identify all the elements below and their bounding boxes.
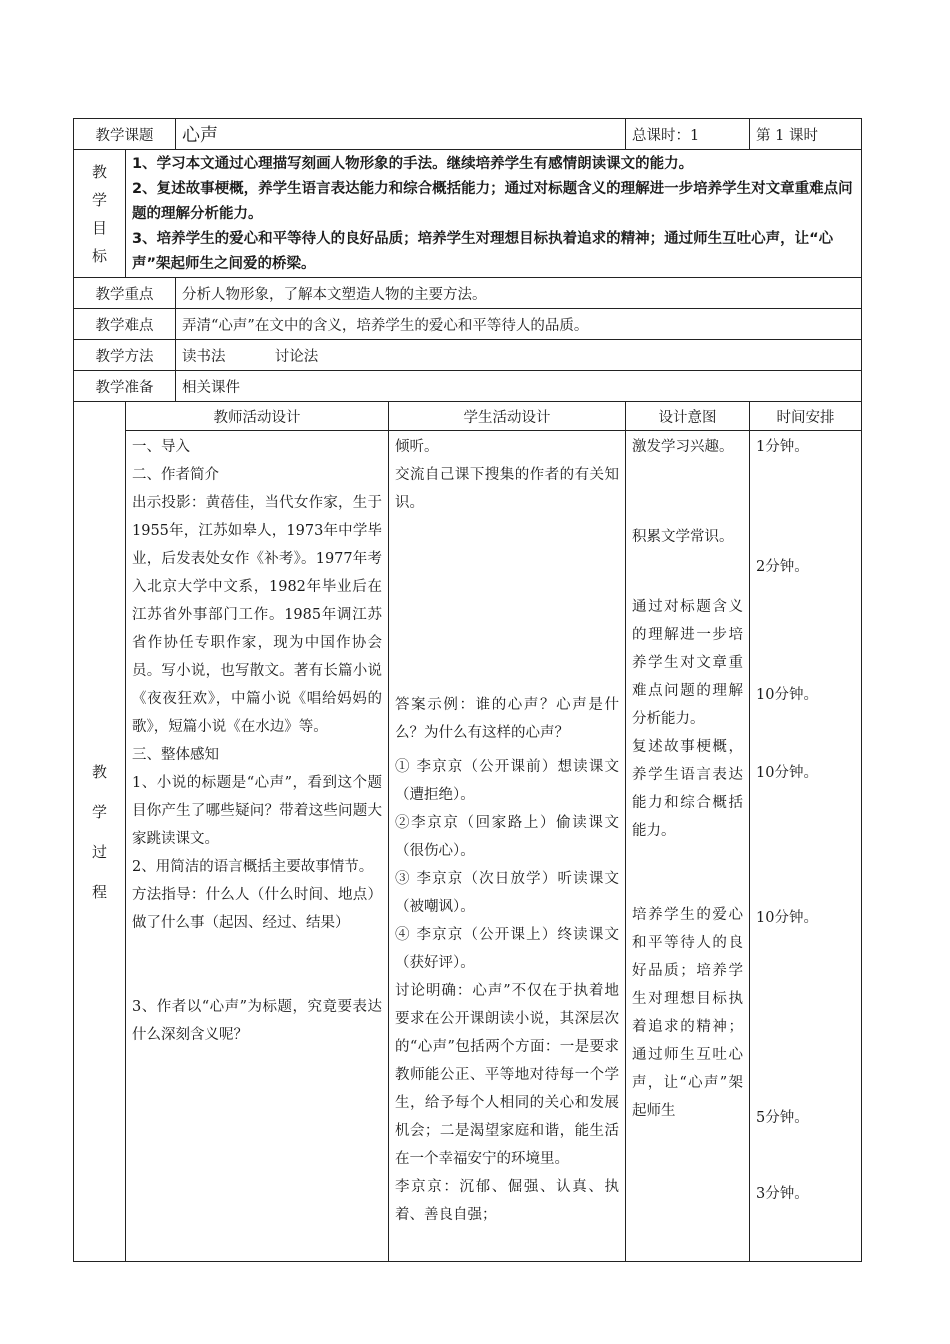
goals-content — [126, 150, 862, 278]
process-label-char: 过 — [91, 842, 107, 861]
teacher-item: 二、作者简介 — [132, 467, 219, 483]
topic-row — [74, 119, 862, 150]
process-label-char: 教 — [91, 762, 107, 781]
time-item: 3分钟。 — [756, 1186, 809, 1202]
teacher-item: 1、小说的标题是“心声”，看到这个题目你产生了哪些疑问？带着这些问题大家跳读课文。 — [132, 775, 382, 847]
time-item: 1分钟。 — [756, 439, 809, 455]
process-header-row — [74, 402, 862, 431]
teacher-item: 方法指导：什么人（什么时间、地点）做了什么事（起因、经过、结果） — [132, 887, 382, 931]
topic-value — [176, 119, 626, 150]
student-item: ① 李京京（公开课前）想读课文（遭拒绝）。 — [395, 759, 619, 803]
difficulty-value: 弄清“心声”在文中的含义，培养学生的爱心和平等待人的品质。 — [176, 309, 862, 340]
goals-label-char: 教 — [91, 162, 107, 181]
intent-item: 积累文学常识。 — [632, 529, 734, 545]
time-item: 10分钟。 — [756, 687, 818, 703]
student-item: 李京京：沉郁、倔强、认真、执着、善良自强； — [395, 1179, 619, 1223]
process-label-char: 学 — [91, 802, 107, 821]
time-item: 10分钟。 — [756, 910, 818, 926]
period-number: 第 1 课时 — [750, 119, 862, 150]
process-body-row — [74, 431, 862, 1262]
column-student: 学生活动设计 — [389, 402, 626, 431]
student-item: 交流自己课下搜集的作者的有关知识。 — [395, 467, 619, 511]
teacher-item: 一、导入 — [132, 439, 190, 455]
focus-label: 教学重点 — [74, 278, 176, 309]
intent-item: 培养学生的爱心和平等待人的良好品质；培养学生对理想目标执着追求的精神；通过师生互吐心声，让“心声”架起师生 — [632, 907, 743, 1119]
difficulty-label: 教学难点 — [74, 309, 176, 340]
lesson-plan-sheet — [73, 118, 861, 1262]
process-label-char: 程 — [91, 882, 107, 901]
column-time: 时间安排 — [750, 402, 862, 431]
teacher-item: 出示投影：黄蓓佳，当代女作家，生于1955年，江苏如皋人，1973年中学毕业，后发表处女作《补考》。1977年考入北京大学中文系，1982年毕业后在江苏省外事部门工作。1985年调江苏省作协任专职作家，现为中国作协会员。写小说，也写散文。著有长篇小说《夜夜狂欢》，中篇小说《唱给妈妈的歌》，短篇小说《在水边》等。 — [132, 495, 382, 735]
student-activities — [389, 431, 626, 1262]
method-discussion: 讨论法 — [274, 348, 319, 365]
method-value — [176, 340, 862, 371]
intent-item: 激发学习兴趣。 — [632, 439, 734, 455]
goals-row — [74, 150, 862, 278]
method-row — [74, 340, 862, 371]
teacher-activities — [126, 431, 389, 1262]
prep-value: 相关课件 — [176, 371, 862, 402]
column-intent: 设计意图 — [626, 402, 750, 431]
lesson-plan-table — [73, 118, 862, 1262]
time-item: 10分钟。 — [756, 765, 818, 781]
time-item: 5分钟。 — [756, 1110, 809, 1126]
goal-item: 3、培养学生的爱心和平等待人的良好品质；培养学生对理想目标执着追求的精神；通过师生互吐心声，让“心声”架起师生之间爱的桥梁。 — [132, 231, 834, 272]
goals-label-char: 学 — [91, 190, 107, 209]
time-item: 2分钟。 — [756, 559, 809, 575]
goals-label-char: 目 — [91, 218, 107, 237]
column-teacher: 教师活动设计 — [126, 402, 389, 431]
goal-item: 2、复述故事梗概，养学生语言表达能力和综合概括能力；通过对标题含义的理解进一步培养学生对文章重难点问题的理解分析能力。 — [132, 181, 853, 222]
method-label: 教学方法 — [74, 340, 176, 371]
student-item: ②李京京（回家路上）偷读课文（很伤心）。 — [395, 815, 619, 859]
student-item: 倾听。 — [395, 439, 439, 455]
topic-label: 教学课题 — [74, 119, 176, 150]
difficulty-row — [74, 309, 862, 340]
goal-item: 1、学习本文通过心理描写刻画人物形象的手法。继续培养学生有感情朗读课文的能力。 — [132, 156, 694, 172]
process-label — [74, 402, 126, 1262]
teacher-item: 2、用简洁的语言概括主要故事情节。 — [132, 859, 374, 875]
intent-item: 复述故事梗概，养学生语言表达能力和综合概括能力。 — [632, 739, 743, 839]
student-item: ④ 李京京（公开课上）终读课文（获好评）。 — [395, 927, 619, 971]
intent-item: 通过对标题含义的理解进一步培养学生对文章重难点问题的理解分析能力。 — [632, 599, 743, 727]
prep-label: 教学准备 — [74, 371, 176, 402]
lesson-title: 心声 — [182, 125, 218, 146]
method-reading: 读书法 — [182, 348, 226, 365]
design-intent — [626, 431, 750, 1262]
goals-label — [74, 150, 126, 278]
time-schedule — [750, 431, 862, 1262]
focus-row — [74, 278, 862, 309]
goals-label-char: 标 — [91, 246, 107, 265]
prep-row — [74, 371, 862, 402]
student-item: 讨论明确：心声”不仅在于执着地要求在公开课朗读小说，其深层次的“心声”包括两个方面：一是要求教师能公正、平等地对待每一个学生，给予每个人相同的关心和发展机会；二是渴望家庭和谐，能生活在一个幸福安宁的环境里。 — [395, 983, 619, 1167]
teacher-item: 3、作者以“心声”为标题，究竟要表达什么深刻含义呢？ — [132, 999, 382, 1043]
focus-value: 分析人物形象，了解本文塑造人物的主要方法。 — [176, 278, 862, 309]
student-item: 答案示例：谁的心声？心声是什么？为什么有这样的心声？ — [395, 697, 619, 741]
teacher-item: 三、整体感知 — [132, 747, 219, 763]
student-item: ③ 李京京（次日放学）听读课文（被嘲讽）。 — [395, 871, 619, 915]
total-periods: 总课时：1 — [626, 119, 750, 150]
